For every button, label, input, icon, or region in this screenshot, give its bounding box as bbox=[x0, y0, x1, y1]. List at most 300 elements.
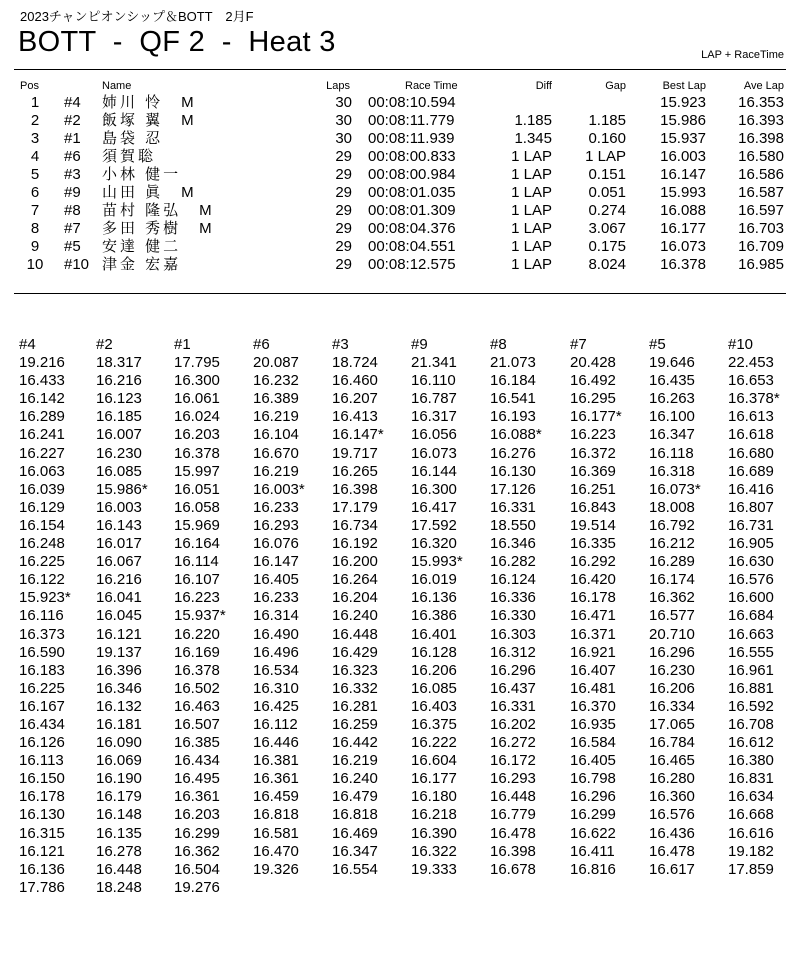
lap-time: 16.202 bbox=[490, 715, 536, 733]
lap-time: 16.398 bbox=[490, 842, 536, 860]
lap-time: 16.541 bbox=[490, 390, 536, 408]
lap-time: 16.147 bbox=[253, 553, 299, 571]
result-pos: 7 bbox=[30, 202, 40, 219]
lap-time: 16.346 bbox=[96, 679, 142, 697]
result-laps: 29 bbox=[335, 184, 352, 201]
lap-time: 16.446 bbox=[253, 734, 299, 752]
result-best-lap: 16.073 bbox=[660, 238, 706, 255]
lap-time: 16.581 bbox=[253, 824, 299, 842]
lap-column-header: #9 bbox=[411, 336, 428, 353]
lap-time: 16.435 bbox=[649, 372, 695, 390]
lap-column-header: #7 bbox=[570, 336, 587, 353]
lap-time: 16.470 bbox=[253, 842, 299, 860]
lap-time: 16.073 bbox=[411, 444, 457, 462]
lap-time: 19.646 bbox=[649, 354, 695, 372]
table-row bbox=[0, 184, 800, 202]
lap-time: 16.204 bbox=[332, 589, 378, 607]
lap-time: 16.219 bbox=[332, 752, 378, 770]
lap-time: 16.590 bbox=[19, 643, 65, 661]
lap-time: 16.592 bbox=[728, 697, 774, 715]
lap-time: 16.436 bbox=[649, 824, 695, 842]
result-best-lap: 16.378 bbox=[660, 256, 706, 273]
lap-time: 16.135 bbox=[96, 824, 142, 842]
lap-time: 16.289 bbox=[649, 553, 695, 571]
result-diff: 1 LAP bbox=[511, 238, 552, 255]
lap-time: 16.281 bbox=[332, 697, 378, 715]
result-ave-lap: 16.587 bbox=[738, 184, 784, 201]
table-row bbox=[0, 166, 800, 184]
lap-time: 16.403 bbox=[411, 697, 457, 715]
lap-time: 16.678 bbox=[490, 860, 536, 878]
lap-time: 16.122 bbox=[19, 571, 65, 589]
result-race-time: 00:08:01.309 bbox=[368, 202, 456, 219]
result-best-lap: 15.937 bbox=[660, 130, 706, 147]
lap-column bbox=[96, 336, 176, 897]
result-pos: 10 bbox=[26, 256, 44, 273]
lap-time: 16.303 bbox=[490, 625, 536, 643]
result-laps: 30 bbox=[335, 130, 352, 147]
lap-time: 15.969 bbox=[174, 516, 220, 534]
lap-time: 21.341 bbox=[411, 354, 457, 372]
lap-time: 16.147* bbox=[332, 426, 384, 444]
event-name: 2023チャンピオンシップ＆BOTT 2月F bbox=[20, 9, 254, 24]
lap-time: 16.668 bbox=[728, 806, 774, 824]
lap-time: 16.680 bbox=[728, 444, 774, 462]
lap-time: 16.200 bbox=[332, 553, 378, 571]
lap-time: 16.232 bbox=[253, 372, 299, 390]
lap-time: 16.381 bbox=[253, 752, 299, 770]
result-driver-name: 島袋 忍 bbox=[102, 130, 164, 147]
result-best-lap: 15.923 bbox=[660, 94, 706, 111]
lap-time: 16.331 bbox=[490, 697, 536, 715]
lap-time: 16.630 bbox=[728, 553, 774, 571]
report-type-label: LAP + RaceTime bbox=[701, 49, 784, 61]
lap-time: 18.008 bbox=[649, 498, 695, 516]
lap-time: 16.123 bbox=[96, 390, 142, 408]
lap-time: 16.369 bbox=[570, 462, 616, 480]
result-gap: 0.151 bbox=[588, 166, 626, 183]
result-ave-lap: 16.985 bbox=[738, 256, 784, 273]
lap-time: 17.859 bbox=[728, 860, 774, 878]
lap-time: 16.118 bbox=[649, 444, 694, 462]
lap-time: 16.220 bbox=[174, 625, 220, 643]
lap-time: 16.386 bbox=[411, 607, 457, 625]
lap-time: 16.818 bbox=[332, 806, 378, 824]
lap-time: 16.634 bbox=[728, 788, 774, 806]
lap-time: 16.670 bbox=[253, 444, 299, 462]
lap-time: 16.240 bbox=[332, 770, 378, 788]
lap-time: 16.361 bbox=[253, 770, 299, 788]
lap-time: 20.428 bbox=[570, 354, 616, 372]
result-pos: 9 bbox=[30, 238, 40, 255]
lap-time: 16.222 bbox=[411, 734, 457, 752]
lap-time: 16.124 bbox=[490, 571, 536, 589]
lap-time: 18.724 bbox=[332, 354, 378, 372]
lap-time: 16.613 bbox=[728, 408, 774, 426]
lap-time: 16.264 bbox=[332, 571, 378, 589]
table-row bbox=[0, 256, 800, 274]
lap-time: 20.710 bbox=[649, 625, 695, 643]
lap-column bbox=[649, 336, 729, 879]
lap-time: 16.251 bbox=[570, 480, 616, 498]
lap-time: 16.076 bbox=[253, 535, 299, 553]
lap-time: 16.807 bbox=[728, 498, 774, 516]
lap-time: 19.216 bbox=[19, 354, 65, 372]
lap-time: 19.326 bbox=[253, 860, 299, 878]
lap-time: 16.361 bbox=[174, 788, 220, 806]
lap-time: 16.169 bbox=[174, 643, 220, 661]
result-driver-name: 須賀聡 bbox=[102, 148, 157, 165]
lap-time: 16.425 bbox=[253, 697, 299, 715]
lap-time: 17.795 bbox=[174, 354, 220, 372]
lap-time: 16.219 bbox=[253, 462, 299, 480]
lap-column bbox=[174, 336, 254, 897]
lap-time: 16.405 bbox=[253, 571, 299, 589]
lap-time: 16.230 bbox=[649, 661, 695, 679]
lap-time: 16.478 bbox=[490, 824, 536, 842]
result-ave-lap: 16.353 bbox=[738, 94, 784, 111]
lap-time: 16.318 bbox=[649, 462, 695, 480]
result-race-time: 00:08:00.984 bbox=[368, 166, 456, 183]
lap-time: 16.142 bbox=[19, 390, 65, 408]
lap-time: 16.843 bbox=[570, 498, 616, 516]
result-kart-number: #5 bbox=[64, 238, 81, 255]
result-pos: 3 bbox=[30, 130, 40, 147]
lap-time: 16.734 bbox=[332, 516, 378, 534]
result-gap: 0.051 bbox=[588, 184, 626, 201]
result-kart-number: #6 bbox=[64, 148, 81, 165]
lap-time: 16.373 bbox=[19, 625, 65, 643]
lap-time: 16.024 bbox=[174, 408, 220, 426]
lap-time: 16.296 bbox=[490, 661, 536, 679]
lap-time: 16.604 bbox=[411, 752, 457, 770]
lap-time: 16.292 bbox=[570, 553, 616, 571]
lap-time: 16.334 bbox=[649, 697, 695, 715]
lap-time: 16.144 bbox=[411, 462, 457, 480]
lap-time: 16.434 bbox=[174, 752, 220, 770]
lap-time: 16.073* bbox=[649, 480, 701, 498]
result-race-time: 00:08:01.035 bbox=[368, 184, 456, 201]
result-diff: 1.185 bbox=[514, 112, 552, 129]
lap-time: 16.061 bbox=[174, 390, 220, 408]
lap-time: 16.417 bbox=[411, 498, 457, 516]
lap-time: 16.172 bbox=[490, 752, 536, 770]
col-gap: Gap bbox=[605, 80, 626, 92]
lap-time: 16.463 bbox=[174, 697, 220, 715]
lap-time: 16.223 bbox=[174, 589, 220, 607]
lap-time: 16.576 bbox=[649, 806, 695, 824]
lap-time: 16.905 bbox=[728, 535, 774, 553]
results-body bbox=[0, 94, 800, 274]
lap-time: 16.110 bbox=[411, 372, 456, 390]
lap-time: 16.041 bbox=[96, 589, 142, 607]
result-ave-lap: 16.703 bbox=[738, 220, 784, 237]
lap-time: 17.786 bbox=[19, 878, 65, 896]
page-title: BOTT - QF 2 - Heat 3 bbox=[18, 26, 336, 58]
result-diff: 1.345 bbox=[514, 130, 552, 147]
table-row bbox=[0, 148, 800, 166]
result-race-time: 00:08:10.594 bbox=[368, 94, 456, 111]
lap-time: 16.416 bbox=[728, 480, 774, 498]
lap-time: 16.689 bbox=[728, 462, 774, 480]
lap-time: 16.088* bbox=[490, 426, 542, 444]
lap-time: 15.986* bbox=[96, 480, 148, 498]
lap-column bbox=[570, 336, 650, 879]
lap-time: 16.179 bbox=[96, 788, 142, 806]
lap-time: 17.592 bbox=[411, 516, 457, 534]
lap-time: 16.148 bbox=[96, 806, 142, 824]
lap-time: 16.132 bbox=[96, 697, 142, 715]
lap-time: 16.312 bbox=[490, 643, 536, 661]
results-bottom-divider bbox=[14, 293, 786, 294]
result-best-lap: 15.993 bbox=[660, 184, 706, 201]
lap-time: 16.276 bbox=[490, 444, 536, 462]
result-gap: 0.160 bbox=[588, 130, 626, 147]
col-diff: Diff bbox=[535, 80, 552, 92]
result-ave-lap: 16.597 bbox=[738, 202, 784, 219]
lap-time: 16.390 bbox=[411, 824, 457, 842]
result-driver-name: 姉川 怜 M bbox=[102, 94, 197, 111]
lap-time: 16.378* bbox=[728, 390, 780, 408]
lap-time: 16.375 bbox=[411, 715, 457, 733]
col-laps: Laps bbox=[326, 80, 350, 92]
lap-time: 16.335 bbox=[570, 535, 616, 553]
lap-time: 16.577 bbox=[649, 607, 695, 625]
lap-time: 16.203 bbox=[174, 806, 220, 824]
lap-time: 17.065 bbox=[649, 715, 695, 733]
lap-column-header: #3 bbox=[332, 336, 349, 353]
lap-time: 16.019 bbox=[411, 571, 457, 589]
results-header-row bbox=[0, 80, 800, 94]
lap-time: 16.003 bbox=[96, 498, 142, 516]
result-gap: 8.024 bbox=[588, 256, 626, 273]
lap-time: 16.378 bbox=[174, 444, 220, 462]
lap-time: 16.067 bbox=[96, 553, 142, 571]
lap-column-header: #5 bbox=[649, 336, 666, 353]
lap-time: 16.433 bbox=[19, 372, 65, 390]
result-gap: 1 LAP bbox=[585, 148, 626, 165]
lap-time: 16.362 bbox=[174, 842, 220, 860]
result-kart-number: #1 bbox=[64, 130, 81, 147]
lap-time: 16.490 bbox=[253, 625, 299, 643]
lap-time: 16.460 bbox=[332, 372, 378, 390]
result-gap: 3.067 bbox=[588, 220, 626, 237]
result-driver-name: 苗村 隆弘 M bbox=[102, 202, 215, 219]
lap-time: 16.346 bbox=[490, 535, 536, 553]
lap-time: 16.058 bbox=[174, 498, 220, 516]
table-row bbox=[0, 220, 800, 238]
result-best-lap: 16.147 bbox=[660, 166, 706, 183]
lap-time: 16.225 bbox=[19, 553, 65, 571]
lap-time: 16.300 bbox=[411, 480, 457, 498]
lap-time: 16.296 bbox=[570, 788, 616, 806]
lap-time: 16.192 bbox=[332, 535, 378, 553]
lap-time: 16.653 bbox=[728, 372, 774, 390]
result-driver-name: 飯塚 翼 M bbox=[102, 112, 197, 129]
lap-time: 16.069 bbox=[96, 752, 142, 770]
lap-column-header: #4 bbox=[19, 336, 36, 353]
lap-time: 16.429 bbox=[332, 643, 378, 661]
lap-time: 16.481 bbox=[570, 679, 616, 697]
result-pos: 1 bbox=[30, 94, 40, 111]
lap-time: 16.405 bbox=[570, 752, 616, 770]
lap-time: 16.180 bbox=[411, 788, 457, 806]
lap-time: 16.315 bbox=[19, 824, 65, 842]
lap-time: 16.212 bbox=[649, 535, 695, 553]
result-laps: 30 bbox=[335, 112, 352, 129]
lap-time: 16.300 bbox=[174, 372, 220, 390]
lap-time: 16.411 bbox=[570, 842, 615, 860]
lap-time: 19.333 bbox=[411, 860, 457, 878]
lap-time: 16.921 bbox=[570, 643, 616, 661]
lap-time: 16.206 bbox=[649, 679, 695, 697]
lap-column-header: #2 bbox=[96, 336, 113, 353]
lap-time: 16.378 bbox=[174, 661, 220, 679]
lap-time: 16.299 bbox=[570, 806, 616, 824]
lap-time: 16.114 bbox=[174, 553, 219, 571]
result-race-time: 00:08:00.833 bbox=[368, 148, 456, 165]
lap-time: 16.370 bbox=[570, 697, 616, 715]
lap-time: 16.663 bbox=[728, 625, 774, 643]
lap-time: 16.504 bbox=[174, 860, 220, 878]
lap-time: 18.550 bbox=[490, 516, 536, 534]
lap-time: 16.554 bbox=[332, 860, 378, 878]
lap-time: 16.471 bbox=[570, 607, 616, 625]
lap-time: 16.295 bbox=[570, 390, 616, 408]
col-best-lap: Best Lap bbox=[662, 80, 706, 92]
result-race-time: 00:08:04.376 bbox=[368, 220, 456, 237]
lap-time: 17.179 bbox=[332, 498, 378, 516]
result-laps: 29 bbox=[335, 220, 352, 237]
lap-time: 16.143 bbox=[96, 516, 142, 534]
lap-time: 15.923* bbox=[19, 589, 71, 607]
lap-time: 16.207 bbox=[332, 390, 378, 408]
lap-time: 16.193 bbox=[490, 408, 536, 426]
lap-time: 16.085 bbox=[96, 462, 142, 480]
result-laps: 29 bbox=[335, 202, 352, 219]
lap-time: 16.323 bbox=[332, 661, 378, 679]
lap-time: 16.317 bbox=[411, 408, 457, 426]
lap-time: 16.216 bbox=[96, 372, 142, 390]
lap-time: 16.278 bbox=[96, 842, 142, 860]
col-race-time: Race Time bbox=[405, 80, 458, 92]
lap-time: 16.555 bbox=[728, 643, 774, 661]
lap-time: 16.398 bbox=[332, 480, 378, 498]
lap-column bbox=[728, 336, 800, 879]
lap-time: 16.332 bbox=[332, 679, 378, 697]
result-diff: 1 LAP bbox=[511, 202, 552, 219]
lap-time: 16.310 bbox=[253, 679, 299, 697]
lap-time: 16.263 bbox=[649, 390, 695, 408]
lap-column bbox=[332, 336, 412, 879]
results-table bbox=[0, 80, 800, 274]
lap-time: 16.779 bbox=[490, 806, 536, 824]
lap-time: 16.045 bbox=[96, 607, 142, 625]
lap-column bbox=[490, 336, 570, 879]
result-race-time: 00:08:04.551 bbox=[368, 238, 456, 255]
result-gap: 0.274 bbox=[588, 202, 626, 219]
lap-time: 16.584 bbox=[570, 734, 616, 752]
lap-time: 16.216 bbox=[96, 571, 142, 589]
lap-time: 16.129 bbox=[19, 498, 65, 516]
result-ave-lap: 16.709 bbox=[738, 238, 784, 255]
lap-time: 16.121 bbox=[96, 625, 142, 643]
lap-time: 16.003* bbox=[253, 480, 305, 498]
lap-time: 15.937* bbox=[174, 607, 226, 625]
result-kart-number: #7 bbox=[64, 220, 81, 237]
lap-time: 16.206 bbox=[411, 661, 457, 679]
lap-time: 16.293 bbox=[253, 516, 299, 534]
lap-time: 16.331 bbox=[490, 498, 536, 516]
result-kart-number: #4 bbox=[64, 94, 81, 111]
lap-time: 16.434 bbox=[19, 715, 65, 733]
result-pos: 4 bbox=[30, 148, 40, 165]
result-race-time: 00:08:12.575 bbox=[368, 256, 456, 273]
lap-time: 16.442 bbox=[332, 734, 378, 752]
lap-time: 16.420 bbox=[570, 571, 616, 589]
lap-column-header: #10 bbox=[728, 336, 754, 353]
lap-time: 16.347 bbox=[649, 426, 695, 444]
lap-time: 16.784 bbox=[649, 734, 695, 752]
lap-time: 16.495 bbox=[174, 770, 220, 788]
lap-time: 16.227 bbox=[19, 444, 65, 462]
lap-time: 16.413 bbox=[332, 408, 378, 426]
lap-time: 16.280 bbox=[649, 770, 695, 788]
lap-time: 15.993* bbox=[411, 553, 463, 571]
lap-time: 16.177* bbox=[570, 408, 622, 426]
lap-time: 16.576 bbox=[728, 571, 774, 589]
lap-time: 15.997 bbox=[174, 462, 220, 480]
lap-time: 16.164 bbox=[174, 535, 220, 553]
lap-time: 16.407 bbox=[570, 661, 616, 679]
lap-time: 16.241 bbox=[19, 426, 65, 444]
lap-time: 16.816 bbox=[570, 860, 616, 878]
lap-time: 19.276 bbox=[174, 878, 220, 896]
lap-time: 16.056 bbox=[411, 426, 457, 444]
lap-time: 16.051 bbox=[174, 480, 220, 498]
lap-time: 16.459 bbox=[253, 788, 299, 806]
result-pos: 6 bbox=[30, 184, 40, 201]
lap-time: 16.798 bbox=[570, 770, 616, 788]
result-kart-number: #8 bbox=[64, 202, 81, 219]
result-ave-lap: 16.580 bbox=[738, 148, 784, 165]
lap-time: 16.448 bbox=[96, 860, 142, 878]
result-kart-number: #10 bbox=[64, 256, 90, 273]
lap-time: 16.128 bbox=[411, 643, 457, 661]
table-row bbox=[0, 238, 800, 256]
lap-time: 16.293 bbox=[490, 770, 536, 788]
header-divider bbox=[14, 69, 786, 70]
lap-time: 16.282 bbox=[490, 553, 536, 571]
result-driver-name: 小林 健一 bbox=[102, 166, 182, 183]
lap-time: 16.126 bbox=[19, 734, 65, 752]
lap-time: 16.380 bbox=[728, 752, 774, 770]
table-row bbox=[0, 112, 800, 130]
lap-time: 16.600 bbox=[728, 589, 774, 607]
lap-time: 16.322 bbox=[411, 842, 457, 860]
lap-time: 16.496 bbox=[253, 643, 299, 661]
lap-time: 17.126 bbox=[490, 480, 536, 498]
lap-time: 16.233 bbox=[253, 498, 299, 516]
lap-time: 16.330 bbox=[490, 607, 536, 625]
lap-time: 16.223 bbox=[570, 426, 616, 444]
lap-time: 16.616 bbox=[728, 824, 774, 842]
lap-time: 19.717 bbox=[332, 444, 378, 462]
lap-time: 16.612 bbox=[728, 734, 774, 752]
result-laps: 29 bbox=[335, 256, 352, 273]
result-laps: 29 bbox=[335, 148, 352, 165]
lap-time: 16.184 bbox=[490, 372, 536, 390]
